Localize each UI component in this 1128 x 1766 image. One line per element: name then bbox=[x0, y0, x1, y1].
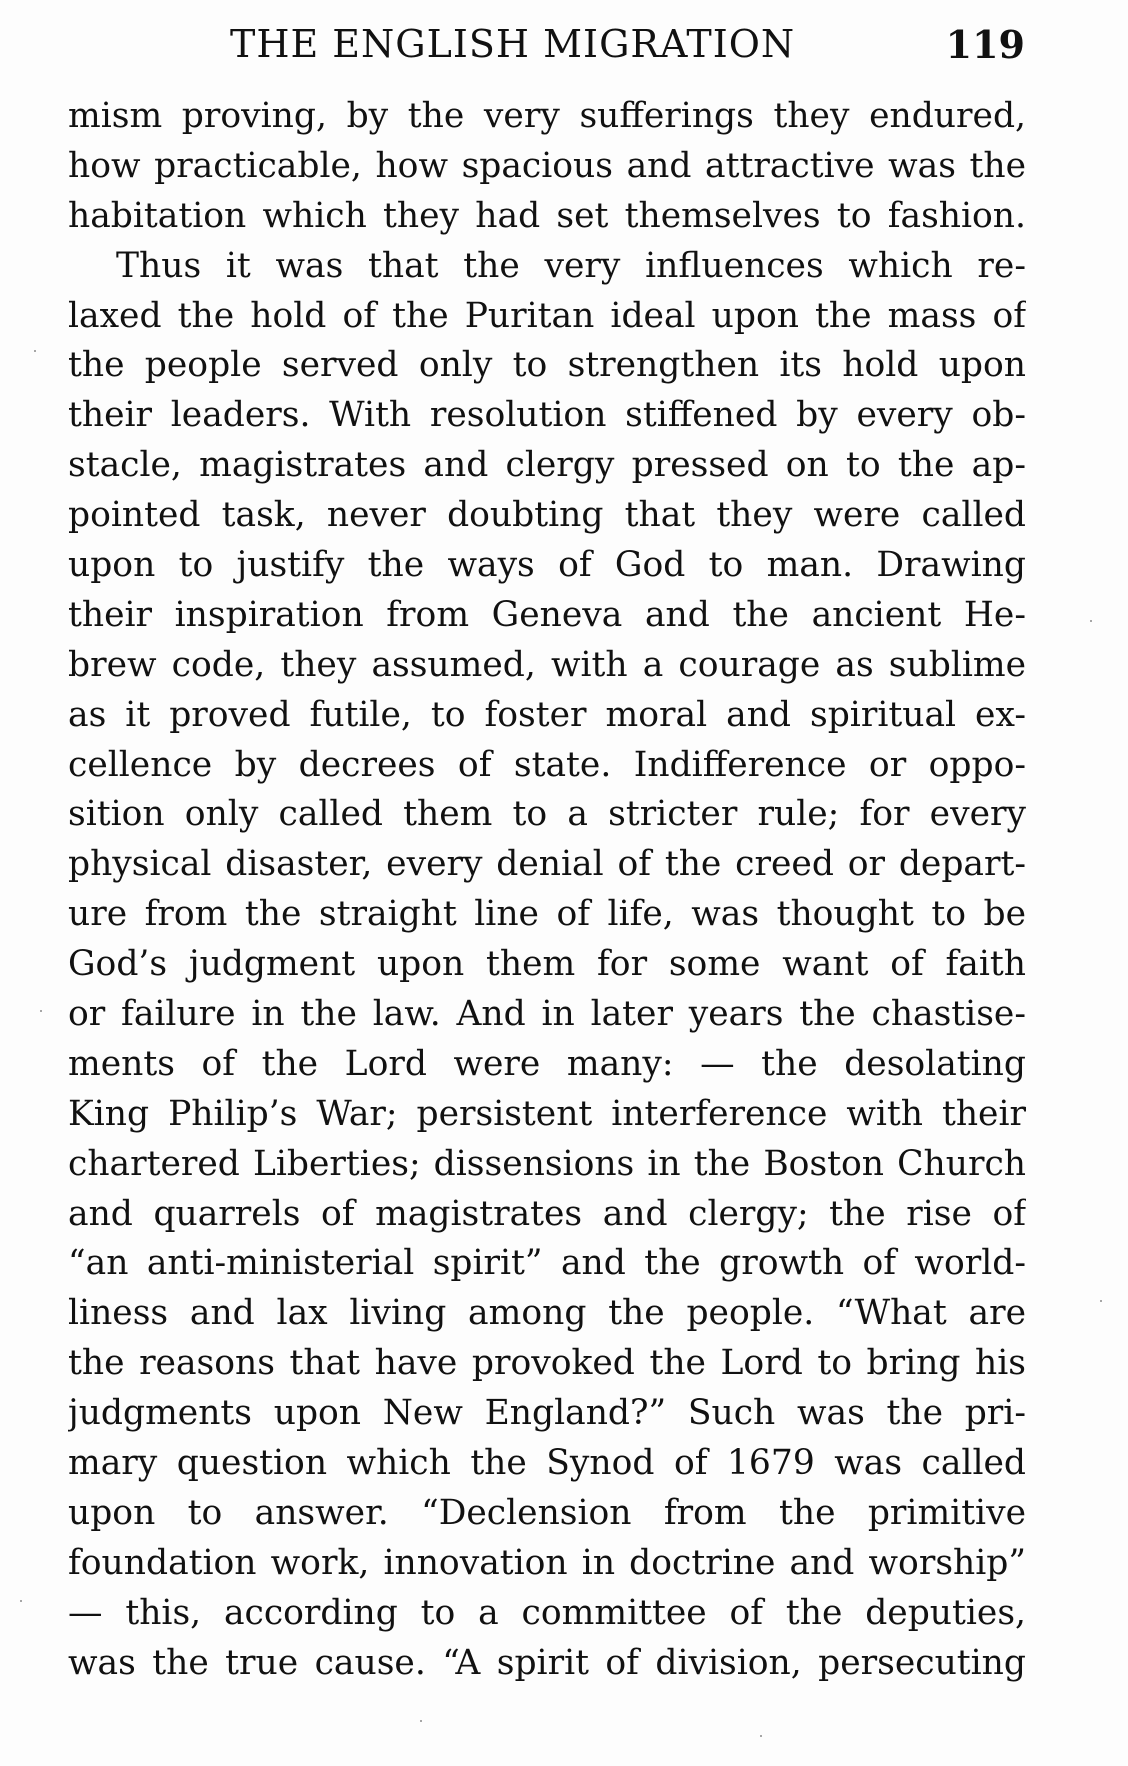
text-line: laxed the hold of the Puritan ideal upon the mass of bbox=[68, 295, 1026, 336]
page-number: 119 bbox=[945, 22, 1025, 67]
scan-speck bbox=[1090, 620, 1092, 622]
text-line: and quarrels of magistrates and clergy; the rise of bbox=[68, 1193, 1026, 1234]
text-line: King Philip’s War; persistent interference with their bbox=[68, 1093, 1026, 1134]
text-line: judgments upon New England?” Such was the pri- bbox=[68, 1393, 1026, 1434]
text-line: chartered Liberties; dissensions in the Boston Church bbox=[68, 1143, 1026, 1184]
running-header bbox=[70, 14, 1025, 74]
paragraph-first-line: Thus it was that the very influences which re- bbox=[116, 245, 1026, 286]
text-line: foundation work, innovation in doctrine and worship” bbox=[68, 1542, 1026, 1583]
text-line: God’s judgment upon them for some want of faith bbox=[68, 944, 1026, 985]
scan-speck bbox=[20, 1600, 22, 1602]
text-line: physical disaster, every denial of the creed or depart- bbox=[68, 844, 1026, 885]
text-line: upon to justify the ways of God to man. Drawing bbox=[68, 545, 1026, 586]
text-line: ure from the straight line of life, was thought to be bbox=[68, 894, 1026, 935]
text-line: was the true cause. “A spirit of division, persecuting bbox=[68, 1642, 1026, 1683]
text-line: or failure in the law. And in later years the chastise- bbox=[68, 994, 1026, 1035]
text-line: their leaders. With resolution stiffened by every ob- bbox=[68, 395, 1026, 436]
text-line: stacle, magistrates and clergy pressed on to the ap- bbox=[68, 445, 1026, 486]
text-line: their inspiration from Geneva and the ancient He- bbox=[68, 594, 1026, 635]
text-line: mary question which the Synod of 1679 was called bbox=[68, 1443, 1026, 1484]
text-line: cellence by decrees of state. Indifference or oppo- bbox=[68, 744, 1026, 785]
text-line: as it proved futile, to foster moral and spiritual ex- bbox=[68, 694, 1026, 735]
scan-speck bbox=[40, 1010, 42, 1012]
chapter-title: THE ENGLISH MIGRATION bbox=[230, 22, 796, 66]
text-line: upon to answer. “Declension from the primitive bbox=[68, 1492, 1026, 1533]
text-line: pointed task, never doubting that they were called bbox=[68, 495, 1026, 536]
text-line: habitation which they had set themselves to fashion. bbox=[68, 195, 1026, 236]
text-line: the reasons that have provoked the Lord to bring his bbox=[68, 1343, 1026, 1384]
text-line: ments of the Lord were many: — the desolating bbox=[68, 1043, 1026, 1084]
scan-speck bbox=[1100, 1300, 1102, 1302]
text-line: mism proving, by the very sufferings they endured, bbox=[68, 96, 1026, 136]
body-text bbox=[68, 92, 1026, 1689]
text-line: — this, according to a committee of the deputies, bbox=[68, 1592, 1026, 1633]
text-line: the people served only to strengthen its hold upon bbox=[68, 345, 1026, 386]
scan-speck bbox=[34, 350, 36, 352]
text-line: liness and lax living among the people. “What are bbox=[68, 1293, 1026, 1334]
text-line: “an anti-ministerial spirit” and the growth of world- bbox=[68, 1243, 1026, 1284]
text-line: sition only called them to a stricter rule; for every bbox=[68, 794, 1026, 835]
scan-speck bbox=[420, 1720, 422, 1722]
text-line: brew code, they assumed, with a courage as sublime bbox=[68, 644, 1026, 685]
text-line: how practicable, how spacious and attractive was the bbox=[68, 145, 1026, 186]
scan-speck bbox=[760, 1735, 762, 1737]
